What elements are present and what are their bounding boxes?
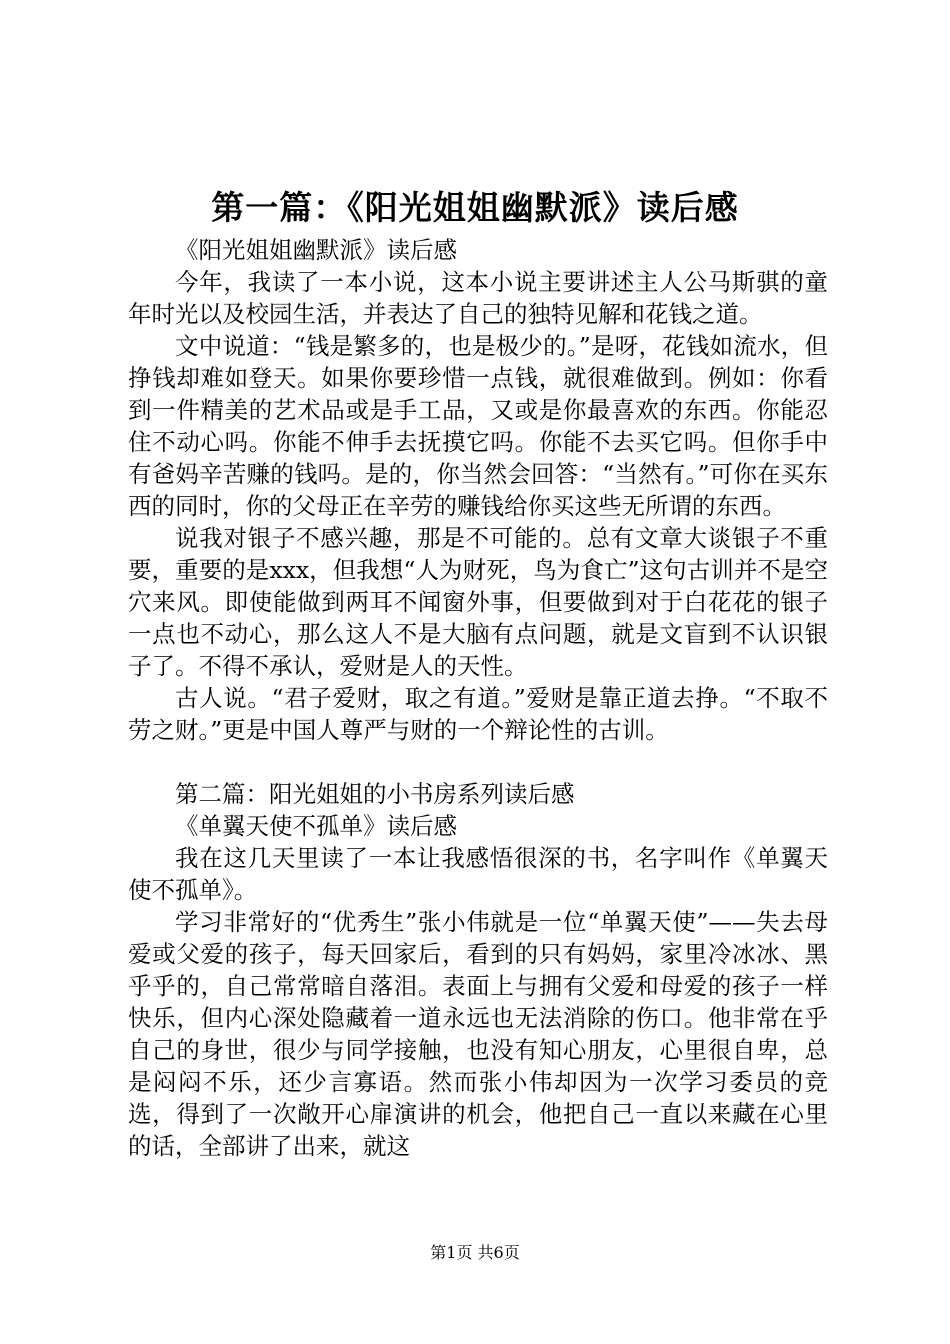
section2-subtitle: 《单翼天使不孤单》读后感	[175, 812, 457, 840]
section1-paragraph-1: 今年，我读了一本小说，这本小说主要讲述主人公马斯骐的童年时光以及校园生活，并表达了自己的独特见解和花钱之道。	[128, 268, 828, 328]
document-title: 第一篇：《阳光姐姐幽默派》读后感	[211, 188, 739, 227]
section2-heading: 第二篇：阳光姐姐的小书房系列读后感	[175, 780, 575, 808]
document-body	[128, 234, 828, 1162]
page-footer: 第1页 共6页	[430, 1243, 520, 1262]
section2-paragraph-2: 学习非常好的“优秀生”张小伟就是一位“单翼天使”——失去母爱或父爱的孩子，每天回家后，看到的只有妈妈，家里冷冰冰、黑乎乎的，自己常常暗自落泪。表面上与拥有父爱和母爱的孩子一样快乐，但内心深处隐藏着一道永远也无法消除的伤口。他非常在乎自己的身世，很少与同学接触，也没有知心朋友，心里很自卑，总是闷闷不乐，还少言寡语。然而张小伟却因为一次学习委员的竞选，得到了一次敞开心扉演讲的机会，他把自己一直以来藏在心里的话，全部讲了出来，就这	[128, 908, 828, 1160]
section-gap	[128, 746, 828, 778]
section2-paragraph-1: 我在这几天里读了一本让我感悟很深的书，名字叫作《单翼天使不孤单》。	[128, 844, 828, 904]
section1-subtitle: 《阳光姐姐幽默派》读后感	[175, 236, 457, 264]
section1-paragraph-2: 文中说道：“钱是繁多的，也是极少的。”是呀，花钱如流水，但挣钱却难如登天。如果你要珍惜一点钱，就很难做到。例如：你看到一件精美的艺术品或是手工品，又或是你最喜欢的东西。你能忍住不动心吗。你能不伸手去抚摸它吗。你能不去买它吗。但你手中有爸妈辛苦赚的钱吗。是的，你当然会回答：“当然有。”可你在买东西的同时，你的父母正在辛劳的赚钱给你买这些无所谓的东西。	[128, 332, 828, 520]
section1-paragraph-4: 古人说。“君子爱财，取之有道。”爱财是靠正道去挣。“不取不劳之财。”更是中国人尊严与财的一个辩论性的古训。	[128, 684, 828, 744]
section1-paragraph-3: 说我对银子不感兴趣，那是不可能的。总有文章大谈银子不重要，重要的是xxx，但我想“人为财死，鸟为食亡”这句古训并不是空穴来风。即使能做到两耳不闻窗外事，但要做到对于白花花的银子一点也不动心，那么这人不是大脑有点问题，就是文盲到不认识银子了。不得不承认，爱财是人的天性。	[128, 524, 828, 680]
